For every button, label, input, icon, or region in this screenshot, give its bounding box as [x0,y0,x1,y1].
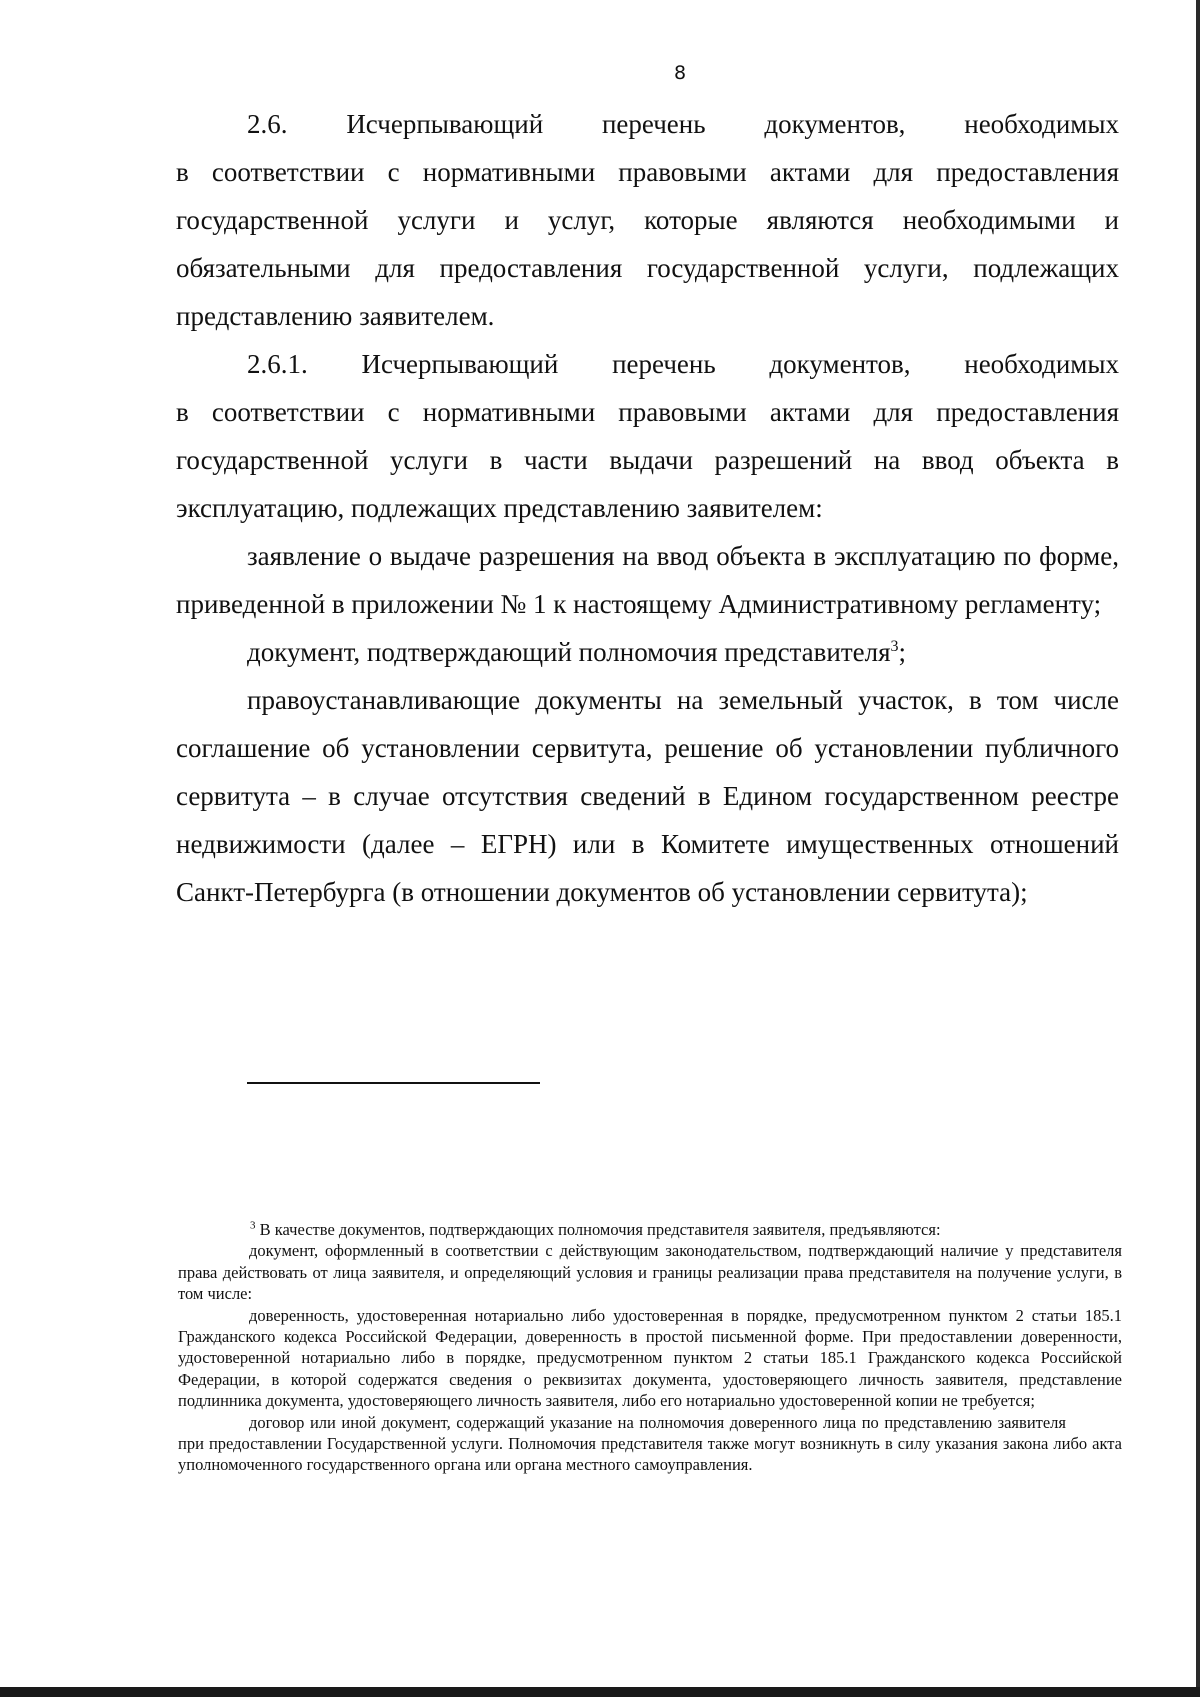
footnote-contract-a: договор или иной документ, содержащий указание на полномочия доверенного лица по представлению заявителя [249,1412,1066,1432]
footnote-paragraph: документ, оформленный в соответствии с действующим законодательством, подтверждающий наличие у представителя права действовать от лица заявителя, и определяющий условия и границы реализации права представителя на получение услуги, в том числе: [178,1241,1122,1304]
footnote-intro-text: В качестве документов, подтверждающих полномочия представителя заявителя, предъявляются: [255,1220,941,1239]
main-text [176,100,1119,916]
footnote-intro [178,1219,1122,1240]
heading-word: документов, [769,349,911,379]
list-item-land-rights: правоустанавливающие документы на земельный участок, в том числе соглашение об установлении сервитута, решение об установлении публичного сервитута – в случае отсутствия сведений в Едином государственном реестре недвижимости (далее – ЕГРН) или в Комитете имущественных отношений Санкт-Петербурга (в отношении документов об установлении сервитута); [176,685,1119,907]
scan-edge-bottom [0,1687,1200,1697]
footnote-block [178,1219,1122,1476]
section-number: 2.6. [247,109,288,139]
scan-edge-right [1196,0,1200,1697]
heading-word: Исчерпывающий [346,109,544,139]
heading-word: перечень [612,349,716,379]
authority-text: документ, подтверждающий полномочия представителя [247,637,891,667]
authority-tail: ; [898,637,907,667]
heading-word: перечень [601,109,706,139]
footnote-paragraph: доверенность, удостоверенная нотариально либо удостоверенная в порядке, предусмотренном пунктом 2 статьи 185.1 Гражданского кодекса Российской Федерации, доверенность в простой письменной форме. При предоставлении доверенности, удостоверенной нотариально либо в порядке, предусмотренном пунктом 2 статьи 185.1 Гражданского кодекса Российской Федерации, в которой содержатся сведения о реквизитах документа, удостоверяющего личность заявителя, представление подлинника документа, удостоверяющего личность заявителя, либо его нотариально удостоверенной копии не требуется; [178,1305,1122,1411]
list-item-authority-document [176,628,1119,676]
section-2-6-text: в соответствии с нормативными правовыми актами для предоставления государственной услуги и услуг, которые являются необходимыми и обязательными для предоставления государственной услуги, подлежащих представлению заявителем. [176,157,1119,331]
heading-word: необходимых [964,349,1119,379]
list-item-application: заявление о выдаче разрешения на ввод объекта в эксплуатацию по форме, приведенной в приложении № 1 к настоящему Административному регламенту; [176,541,1119,619]
footnote-separator [247,1082,540,1084]
footnote-reference: 3 [890,638,899,655]
section-2-6-1-heading-line [176,340,1119,388]
footnote-marker: 3 [250,1219,256,1232]
heading-word: Исчерпывающий [361,349,559,379]
page-number: 8 [673,62,687,84]
footnote-paragraph [178,1412,1122,1476]
section-2-6-1-text: в соответствии с нормативными правовыми актами для предоставления государственной услуги в части выдачи разрешений на ввод объекта в эксплуатацию, подлежащих представлению заявителем: [176,397,1119,523]
section-number: 2.6.1. [247,349,308,379]
heading-word: документов, [764,109,906,139]
section-2-6-heading-line [176,100,1119,148]
heading-word: необходимых [964,109,1119,139]
footnote-contract-b: при предоставлении Государственной услуги. Полномочия представителя также могут возникнуть в силу указания закона либо акта уполномоченного государственного органа или органа местного самоуправления. [178,1434,1122,1475]
